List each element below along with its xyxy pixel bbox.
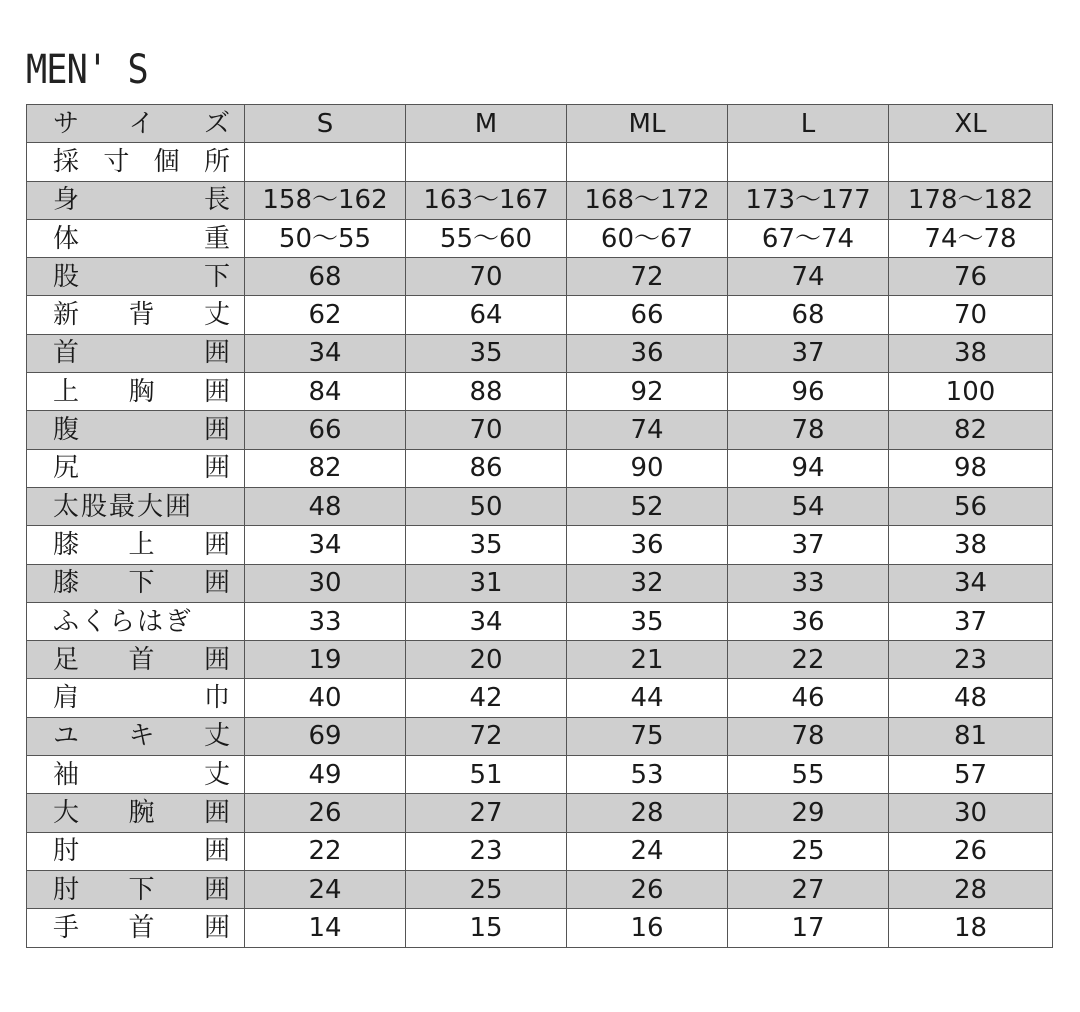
table-cell: 34 — [406, 602, 567, 640]
table-cell: 25 — [406, 870, 567, 908]
table-cell: 173〜177 — [728, 181, 889, 219]
table-row — [27, 449, 1053, 487]
table-cell — [728, 143, 889, 181]
table-cell: 40 — [245, 679, 406, 717]
table-cell: 25 — [728, 832, 889, 870]
table-cell: 36 — [567, 334, 728, 372]
table-cell: 50 — [406, 487, 567, 525]
table-cell: 23 — [889, 641, 1053, 679]
table-cell: 74〜78 — [889, 219, 1053, 257]
table-cell: 70 — [889, 296, 1053, 334]
table-cell: 57 — [889, 756, 1053, 794]
table-cell: 66 — [567, 296, 728, 334]
table-row — [27, 794, 1053, 832]
table-cell: 163〜167 — [406, 181, 567, 219]
table-cell: 72 — [406, 717, 567, 755]
table-row — [27, 526, 1053, 564]
table-cell: 23 — [406, 832, 567, 870]
header-row — [27, 105, 1053, 143]
table-cell: 31 — [406, 564, 567, 602]
table-cell: 82 — [889, 411, 1053, 449]
table-cell: 70 — [406, 258, 567, 296]
row-label: 肩 巾 — [27, 679, 245, 717]
table-cell: 76 — [889, 258, 1053, 296]
row-label: 太股最大囲 — [27, 487, 245, 525]
table-cell: 24 — [245, 870, 406, 908]
size-chart-table — [26, 104, 1053, 948]
table-cell: 34 — [889, 564, 1053, 602]
table-cell: 22 — [245, 832, 406, 870]
table-cell: 28 — [567, 794, 728, 832]
table-cell: 22 — [728, 641, 889, 679]
row-label: 足 首 囲 — [27, 641, 245, 679]
table-cell: 81 — [889, 717, 1053, 755]
table-cell: 70 — [406, 411, 567, 449]
table-cell: 74 — [567, 411, 728, 449]
table-cell: 30 — [889, 794, 1053, 832]
table-cell — [245, 143, 406, 181]
row-label: 膝 上 囲 — [27, 526, 245, 564]
table-cell: 68 — [245, 258, 406, 296]
row-label: サ イ ズ — [27, 105, 245, 143]
table-cell: 158〜162 — [245, 181, 406, 219]
row-label: 身 長 — [27, 181, 245, 219]
table-cell: 52 — [567, 487, 728, 525]
table-cell: 66 — [245, 411, 406, 449]
table-cell: 26 — [567, 870, 728, 908]
table-row — [27, 219, 1053, 257]
table-cell: 17 — [728, 909, 889, 947]
table-cell: 21 — [567, 641, 728, 679]
table-cell: 94 — [728, 449, 889, 487]
table-cell: 26 — [889, 832, 1053, 870]
table-cell: 42 — [406, 679, 567, 717]
table-cell: 78 — [728, 717, 889, 755]
table-cell: 55〜60 — [406, 219, 567, 257]
table-cell: 51 — [406, 756, 567, 794]
table-cell: 35 — [406, 334, 567, 372]
table-cell: 60〜67 — [567, 219, 728, 257]
table-cell: 36 — [567, 526, 728, 564]
table-cell: 26 — [245, 794, 406, 832]
table-cell: 32 — [567, 564, 728, 602]
row-label: 手 首 囲 — [27, 909, 245, 947]
table-cell: 67〜74 — [728, 219, 889, 257]
table-cell: 27 — [406, 794, 567, 832]
table-cell: 37 — [728, 526, 889, 564]
table-cell: 33 — [728, 564, 889, 602]
table-row — [27, 564, 1053, 602]
table-cell: 55 — [728, 756, 889, 794]
table-cell: 100 — [889, 373, 1053, 411]
table-cell: 98 — [889, 449, 1053, 487]
table-cell: 64 — [406, 296, 567, 334]
table-row — [27, 258, 1053, 296]
table-row — [27, 373, 1053, 411]
table-cell: 50〜55 — [245, 219, 406, 257]
table-cell: 18 — [889, 909, 1053, 947]
table-cell: 46 — [728, 679, 889, 717]
table-row — [27, 679, 1053, 717]
row-label: 体 重 — [27, 219, 245, 257]
table-row — [27, 641, 1053, 679]
table-cell: 54 — [728, 487, 889, 525]
table-cell: 37 — [728, 334, 889, 372]
table-cell: 44 — [567, 679, 728, 717]
table-row — [27, 181, 1053, 219]
table-cell — [567, 143, 728, 181]
row-label: ふくらはぎ — [27, 602, 245, 640]
table-row — [27, 334, 1053, 372]
table-row — [27, 411, 1053, 449]
table-row — [27, 832, 1053, 870]
table-cell: 24 — [567, 832, 728, 870]
size-header-xl: XL — [889, 105, 1053, 143]
row-label: 尻 囲 — [27, 449, 245, 487]
size-header-ml: ML — [567, 105, 728, 143]
table-cell: 29 — [728, 794, 889, 832]
row-label: 腹 囲 — [27, 411, 245, 449]
table-row — [27, 909, 1053, 947]
row-label: 肘 囲 — [27, 832, 245, 870]
table-cell: 84 — [245, 373, 406, 411]
size-header-l: L — [728, 105, 889, 143]
table-cell: 48 — [245, 487, 406, 525]
table-cell: 19 — [245, 641, 406, 679]
table-cell: 82 — [245, 449, 406, 487]
table-cell: 35 — [567, 602, 728, 640]
table-row — [27, 756, 1053, 794]
size-header-m: M — [406, 105, 567, 143]
row-label: 新 背 丈 — [27, 296, 245, 334]
row-label: ユ キ 丈 — [27, 717, 245, 755]
table-cell: 178〜182 — [889, 181, 1053, 219]
table-cell: 49 — [245, 756, 406, 794]
table-row — [27, 487, 1053, 525]
table-cell: 16 — [567, 909, 728, 947]
size-header-s: S — [245, 105, 406, 143]
table-cell: 15 — [406, 909, 567, 947]
table-row — [27, 717, 1053, 755]
table-cell: 37 — [889, 602, 1053, 640]
table-cell: 48 — [889, 679, 1053, 717]
table-cell — [889, 143, 1053, 181]
row-label: 首 囲 — [27, 334, 245, 372]
table-cell: 62 — [245, 296, 406, 334]
table-cell: 30 — [245, 564, 406, 602]
table-cell: 90 — [567, 449, 728, 487]
table-row — [27, 296, 1053, 334]
table-cell: 38 — [889, 334, 1053, 372]
row-label: 採 寸 個 所 — [27, 143, 245, 181]
table-cell: 75 — [567, 717, 728, 755]
table-cell: 86 — [406, 449, 567, 487]
table-cell: 78 — [728, 411, 889, 449]
table-cell: 38 — [889, 526, 1053, 564]
row-label: 上 胸 囲 — [27, 373, 245, 411]
row-label: 股 下 — [27, 258, 245, 296]
table-cell: 35 — [406, 526, 567, 564]
table-cell: 69 — [245, 717, 406, 755]
table-cell: 88 — [406, 373, 567, 411]
table-cell: 53 — [567, 756, 728, 794]
table-row — [27, 602, 1053, 640]
table-cell: 56 — [889, 487, 1053, 525]
table-cell: 36 — [728, 602, 889, 640]
table-cell: 33 — [245, 602, 406, 640]
table-cell: 68 — [728, 296, 889, 334]
table-cell: 74 — [728, 258, 889, 296]
table-cell — [406, 143, 567, 181]
table-cell: 72 — [567, 258, 728, 296]
page-title: MEN' S — [26, 47, 148, 93]
row-label: 袖 丈 — [27, 756, 245, 794]
table-cell: 96 — [728, 373, 889, 411]
table-cell: 92 — [567, 373, 728, 411]
table-cell: 34 — [245, 526, 406, 564]
table-cell: 14 — [245, 909, 406, 947]
row-label: 肘 下 囲 — [27, 870, 245, 908]
table-cell: 28 — [889, 870, 1053, 908]
table-cell: 20 — [406, 641, 567, 679]
row-label: 膝 下 囲 — [27, 564, 245, 602]
table-cell: 168〜172 — [567, 181, 728, 219]
table-cell: 34 — [245, 334, 406, 372]
row-label: 大 腕 囲 — [27, 794, 245, 832]
table-row — [27, 143, 1053, 181]
table-row — [27, 870, 1053, 908]
table-cell: 27 — [728, 870, 889, 908]
